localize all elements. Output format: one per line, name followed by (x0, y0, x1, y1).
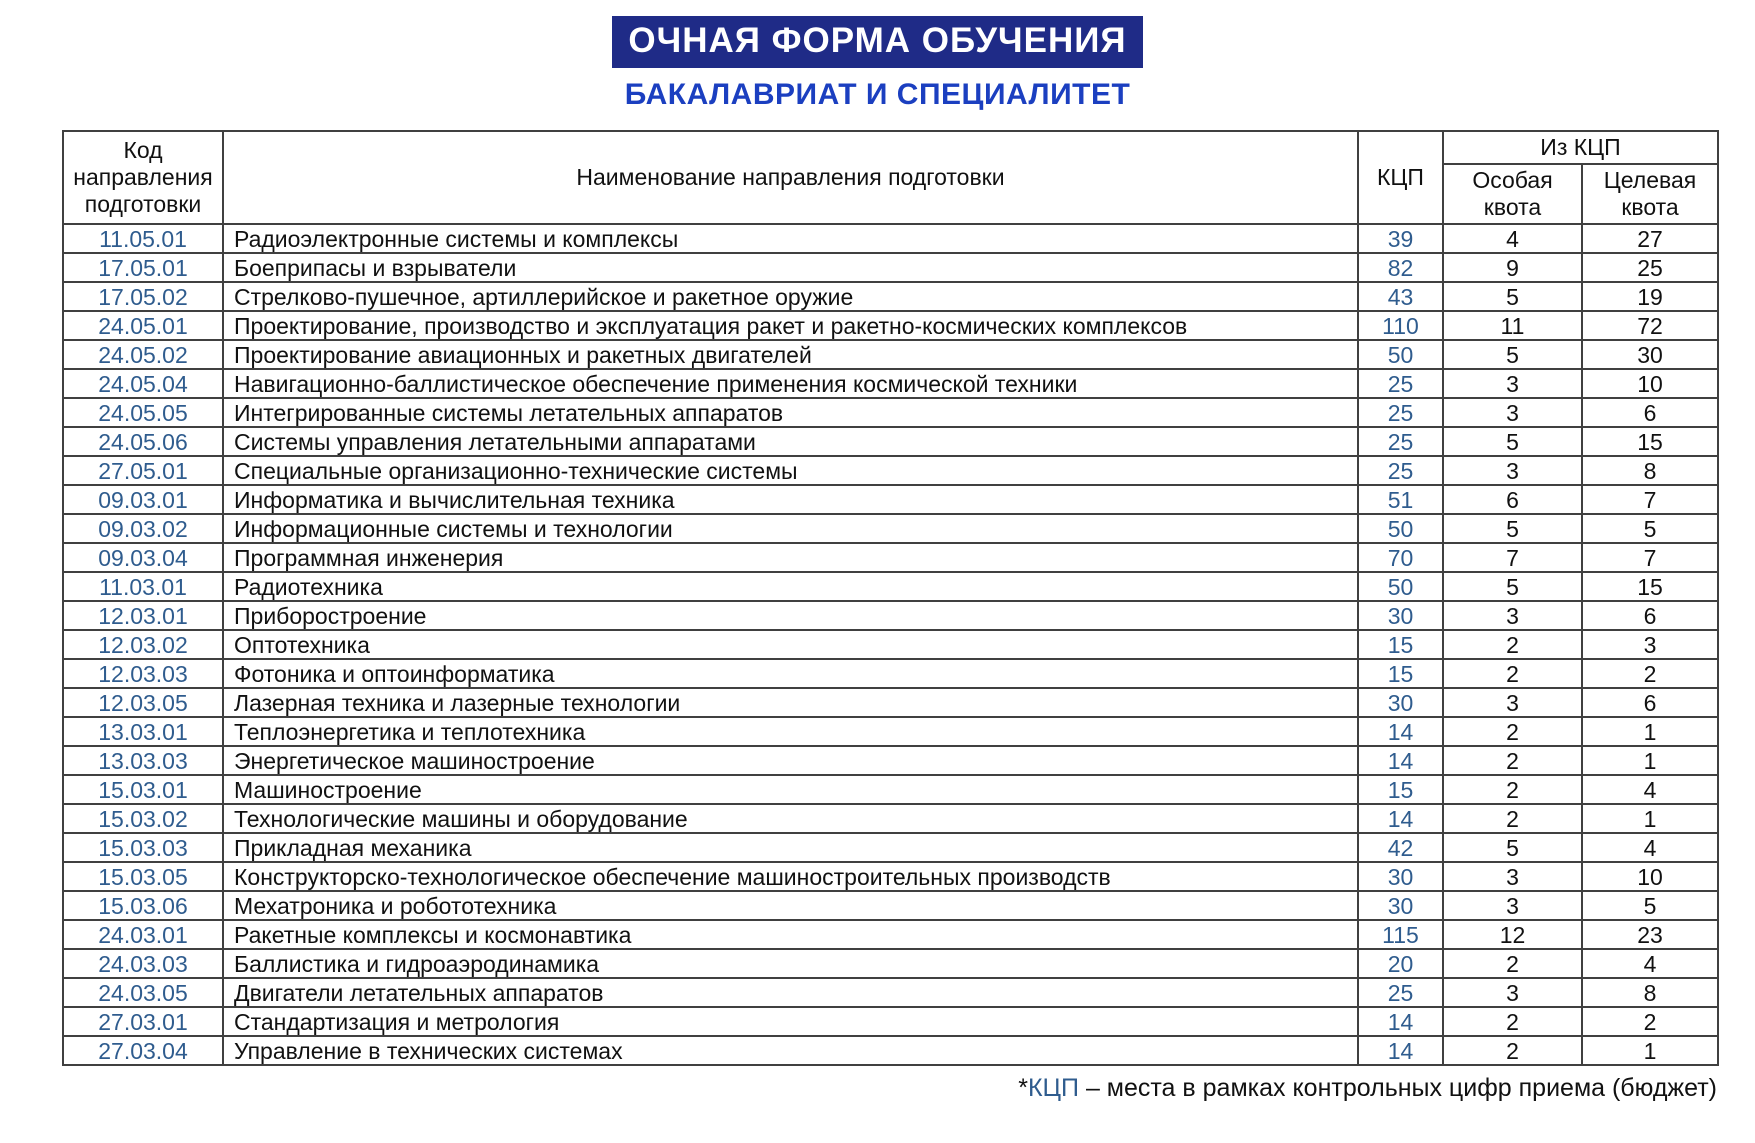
special-quota-cell: 2 (1443, 746, 1582, 775)
special-quota-cell: 3 (1443, 601, 1582, 630)
program-name-cell: Проектирование, производство и эксплуатация ракет и ракетно-космических комплексов (223, 311, 1358, 340)
special-quota-cell: 2 (1443, 630, 1582, 659)
special-quota-cell: 3 (1443, 891, 1582, 920)
target-quota-cell: 1 (1582, 746, 1718, 775)
kcp-value-cell: 50 (1358, 514, 1443, 543)
target-quota-cell: 7 (1582, 485, 1718, 514)
program-name-cell: Информатика и вычислительная техника (223, 485, 1358, 514)
kcp-value-cell: 14 (1358, 1007, 1443, 1036)
table-body (63, 224, 1718, 1065)
target-quota-cell: 5 (1582, 891, 1718, 920)
table-row (63, 659, 1718, 688)
target-quota-cell: 2 (1582, 1007, 1718, 1036)
kcp-value-cell: 20 (1358, 949, 1443, 978)
kcp-value-cell: 30 (1358, 862, 1443, 891)
program-name-cell: Стандартизация и метрология (223, 1007, 1358, 1036)
table-row (63, 398, 1718, 427)
program-name-cell: Лазерная техника и лазерные технологии (223, 688, 1358, 717)
program-code-cell: 11.03.01 (63, 572, 223, 601)
program-code-cell: 15.03.01 (63, 775, 223, 804)
target-quota-cell: 1 (1582, 804, 1718, 833)
footnote-asterisk: * (1018, 1074, 1028, 1103)
target-quota-cell: 6 (1582, 688, 1718, 717)
target-quota-cell: 23 (1582, 920, 1718, 949)
program-name-cell: Оптотехника (223, 630, 1358, 659)
target-quota-cell: 15 (1582, 572, 1718, 601)
program-name-cell: Энергетическое машиностроение (223, 746, 1358, 775)
kcp-value-cell: 15 (1358, 659, 1443, 688)
program-name-cell: Ракетные комплексы и космонавтика (223, 920, 1358, 949)
program-code-cell: 24.05.04 (63, 369, 223, 398)
target-quota-cell: 4 (1582, 833, 1718, 862)
program-name-cell: Проектирование авиационных и ракетных двигателей (223, 340, 1358, 369)
target-quota-cell: 25 (1582, 253, 1718, 282)
kcp-value-cell: 50 (1358, 572, 1443, 601)
target-quota-cell: 5 (1582, 514, 1718, 543)
program-name-cell: Радиотехника (223, 572, 1358, 601)
kcp-value-cell: 25 (1358, 369, 1443, 398)
kcp-value-cell: 50 (1358, 340, 1443, 369)
program-name-cell: Баллистика и гидроаэродинамика (223, 949, 1358, 978)
program-code-cell: 17.05.01 (63, 253, 223, 282)
program-code-cell: 12.03.05 (63, 688, 223, 717)
program-name-cell: Радиоэлектронные системы и комплексы (223, 224, 1358, 253)
table-row (63, 311, 1718, 340)
program-name-cell: Двигатели летательных аппаратов (223, 978, 1358, 1007)
kcp-value-cell: 25 (1358, 398, 1443, 427)
program-code-cell: 09.03.02 (63, 514, 223, 543)
program-name-cell: Специальные организационно-технические системы (223, 456, 1358, 485)
special-quota-cell: 12 (1443, 920, 1582, 949)
program-code-cell: 24.05.05 (63, 398, 223, 427)
table-row (63, 340, 1718, 369)
admission-quota-table (62, 130, 1719, 1066)
table-row (63, 746, 1718, 775)
kcp-value-cell: 14 (1358, 1036, 1443, 1065)
target-quota-cell: 1 (1582, 717, 1718, 746)
program-name-cell: Интегрированные системы летательных аппаратов (223, 398, 1358, 427)
program-name-cell: Машиностроение (223, 775, 1358, 804)
table-row (63, 978, 1718, 1007)
program-code-cell: 24.03.03 (63, 949, 223, 978)
target-quota-cell: 10 (1582, 369, 1718, 398)
program-name-cell: Навигационно-баллистическое обеспечение применения космической техники (223, 369, 1358, 398)
special-quota-cell: 4 (1443, 224, 1582, 253)
table-row (63, 485, 1718, 514)
table-row (63, 862, 1718, 891)
kcp-value-cell: 25 (1358, 427, 1443, 456)
page-header (0, 0, 1755, 112)
program-code-cell: 13.03.01 (63, 717, 223, 746)
program-code-cell: 24.05.06 (63, 427, 223, 456)
target-quota-cell: 27 (1582, 224, 1718, 253)
program-code-cell: 15.03.05 (63, 862, 223, 891)
special-quota-cell: 3 (1443, 688, 1582, 717)
program-name-cell: Системы управления летательными аппаратами (223, 427, 1358, 456)
program-name-cell: Управление в технических системах (223, 1036, 1358, 1065)
table-row (63, 775, 1718, 804)
table-row (63, 804, 1718, 833)
program-name-cell: Прикладная механика (223, 833, 1358, 862)
page-title: ОЧНАЯ ФОРМА ОБУЧЕНИЯ (612, 16, 1142, 68)
target-quota-cell: 2 (1582, 659, 1718, 688)
table-row (63, 717, 1718, 746)
table-row (63, 920, 1718, 949)
program-code-cell: 15.03.02 (63, 804, 223, 833)
target-quota-cell: 1 (1582, 1036, 1718, 1065)
target-quota-cell: 15 (1582, 427, 1718, 456)
kcp-value-cell: 110 (1358, 311, 1443, 340)
target-quota-cell: 30 (1582, 340, 1718, 369)
kcp-value-cell: 14 (1358, 717, 1443, 746)
program-code-cell: 27.05.01 (63, 456, 223, 485)
page-subtitle: БАКАЛАВРИАТ И СПЕЦИАЛИТЕТ (624, 78, 1131, 111)
kcp-value-cell: 30 (1358, 891, 1443, 920)
target-quota-cell: 8 (1582, 456, 1718, 485)
kcp-value-cell: 25 (1358, 456, 1443, 485)
program-name-cell: Теплоэнергетика и теплотехника (223, 717, 1358, 746)
kcp-value-cell: 30 (1358, 601, 1443, 630)
kcp-value-cell: 42 (1358, 833, 1443, 862)
header-target-quota: Целевая квота (1582, 164, 1718, 224)
program-code-cell: 11.05.01 (63, 224, 223, 253)
special-quota-cell: 2 (1443, 659, 1582, 688)
target-quota-cell: 7 (1582, 543, 1718, 572)
program-code-cell: 24.03.05 (63, 978, 223, 1007)
program-name-cell: Программная инженерия (223, 543, 1358, 572)
target-quota-cell: 72 (1582, 311, 1718, 340)
program-name-cell: Приборостроение (223, 601, 1358, 630)
target-quota-cell: 4 (1582, 949, 1718, 978)
footnote-text: – места в рамках контрольных цифр приема (бюджет) (1079, 1074, 1717, 1103)
table-row (63, 949, 1718, 978)
target-quota-cell: 3 (1582, 630, 1718, 659)
special-quota-cell: 9 (1443, 253, 1582, 282)
kcp-value-cell: 51 (1358, 485, 1443, 514)
program-code-cell: 17.05.02 (63, 282, 223, 311)
kcp-value-cell: 39 (1358, 224, 1443, 253)
special-quota-cell: 5 (1443, 514, 1582, 543)
target-quota-cell: 6 (1582, 601, 1718, 630)
program-code-cell: 09.03.04 (63, 543, 223, 572)
special-quota-cell: 3 (1443, 456, 1582, 485)
special-quota-cell: 5 (1443, 282, 1582, 311)
program-name-cell: Фотоника и оптоинформатика (223, 659, 1358, 688)
target-quota-cell: 10 (1582, 862, 1718, 891)
special-quota-cell: 3 (1443, 978, 1582, 1007)
footnote-term-kcp: КЦП (1027, 1074, 1079, 1103)
target-quota-cell: 4 (1582, 775, 1718, 804)
kcp-value-cell: 30 (1358, 688, 1443, 717)
table-row (63, 224, 1718, 253)
special-quota-cell: 5 (1443, 427, 1582, 456)
program-code-cell: 12.03.03 (63, 659, 223, 688)
table-row (63, 833, 1718, 862)
program-code-cell: 24.05.02 (63, 340, 223, 369)
kcp-value-cell: 14 (1358, 804, 1443, 833)
kcp-value-cell: 82 (1358, 253, 1443, 282)
program-code-cell: 12.03.01 (63, 601, 223, 630)
special-quota-cell: 11 (1443, 311, 1582, 340)
special-quota-cell: 2 (1443, 949, 1582, 978)
kcp-footnote (0, 1074, 1717, 1103)
special-quota-cell: 2 (1443, 717, 1582, 746)
table-row (63, 688, 1718, 717)
program-code-cell: 27.03.01 (63, 1007, 223, 1036)
special-quota-cell: 5 (1443, 340, 1582, 369)
program-code-cell: 27.03.04 (63, 1036, 223, 1065)
program-name-cell: Стрелково-пушечное, артиллерийское и ракетное оружие (223, 282, 1358, 311)
program-name-cell: Мехатроника и робототехника (223, 891, 1358, 920)
kcp-value-cell: 15 (1358, 775, 1443, 804)
header-kcp: КЦП (1358, 131, 1443, 224)
program-code-cell: 13.03.03 (63, 746, 223, 775)
table-row (63, 601, 1718, 630)
program-name-cell: Боеприпасы и взрыватели (223, 253, 1358, 282)
table-row (63, 253, 1718, 282)
table-header (63, 131, 1718, 224)
kcp-value-cell: 14 (1358, 746, 1443, 775)
target-quota-cell: 6 (1582, 398, 1718, 427)
special-quota-cell: 5 (1443, 833, 1582, 862)
program-code-cell: 09.03.01 (63, 485, 223, 514)
special-quota-cell: 2 (1443, 804, 1582, 833)
kcp-value-cell: 70 (1358, 543, 1443, 572)
special-quota-cell: 5 (1443, 572, 1582, 601)
program-name-cell: Информационные системы и технологии (223, 514, 1358, 543)
target-quota-cell: 19 (1582, 282, 1718, 311)
program-code-cell: 24.03.01 (63, 920, 223, 949)
kcp-value-cell: 43 (1358, 282, 1443, 311)
target-quota-cell: 8 (1582, 978, 1718, 1007)
special-quota-cell: 2 (1443, 1036, 1582, 1065)
program-name-cell: Технологические машины и оборудование (223, 804, 1358, 833)
special-quota-cell: 2 (1443, 1007, 1582, 1036)
special-quota-cell: 3 (1443, 398, 1582, 427)
special-quota-cell: 2 (1443, 775, 1582, 804)
table-row (63, 630, 1718, 659)
table-row (63, 543, 1718, 572)
program-code-cell: 15.03.06 (63, 891, 223, 920)
table-row (63, 369, 1718, 398)
header-special-quota: Особая квота (1443, 164, 1582, 224)
table-row (63, 282, 1718, 311)
table-row (63, 572, 1718, 601)
kcp-value-cell: 115 (1358, 920, 1443, 949)
special-quota-cell: 3 (1443, 862, 1582, 891)
table-row (63, 456, 1718, 485)
kcp-value-cell: 25 (1358, 978, 1443, 1007)
table-row (63, 1007, 1718, 1036)
header-program-code: Код направления подготовки (63, 131, 223, 224)
special-quota-cell: 3 (1443, 369, 1582, 398)
header-program-name: Наименование направления подготовки (223, 131, 1358, 224)
program-code-cell: 15.03.03 (63, 833, 223, 862)
program-code-cell: 12.03.02 (63, 630, 223, 659)
special-quota-cell: 7 (1443, 543, 1582, 572)
header-from-kcp: Из КЦП (1443, 131, 1718, 164)
table-row (63, 891, 1718, 920)
kcp-value-cell: 15 (1358, 630, 1443, 659)
special-quota-cell: 6 (1443, 485, 1582, 514)
program-code-cell: 24.05.01 (63, 311, 223, 340)
table-row (63, 514, 1718, 543)
program-name-cell: Конструкторско-технологическое обеспечение машиностроительных производств (223, 862, 1358, 891)
table-row (63, 1036, 1718, 1065)
table-row (63, 427, 1718, 456)
